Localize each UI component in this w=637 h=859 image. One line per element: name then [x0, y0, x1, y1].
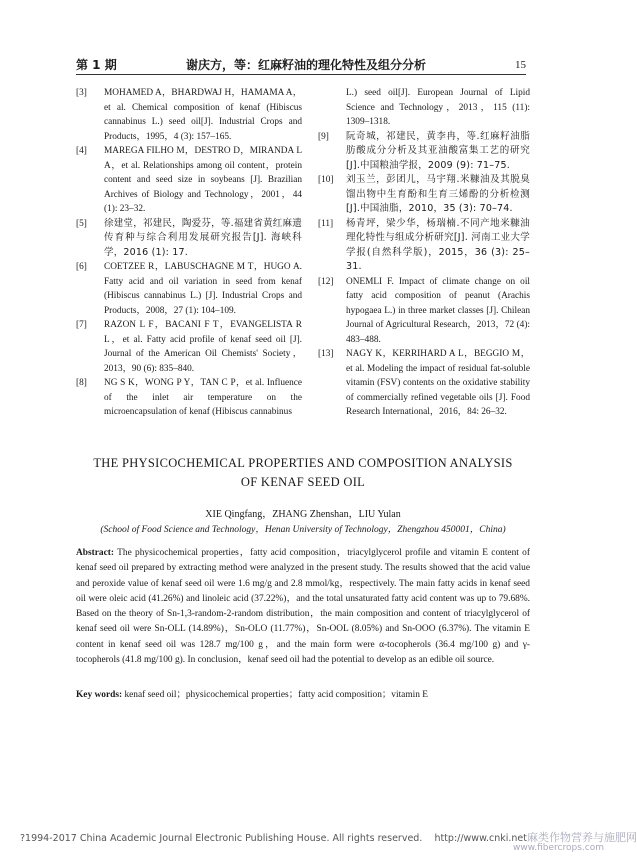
abstract — [76, 546, 530, 668]
reference-text: 杨青坪，梁少华，杨瑞楠.不同产地米糠油理化特性与组成分析研究[J]. 河南工业大学学报(自然科学版)，2015，36 (3): 25–31. — [346, 217, 530, 272]
copyright-notice: ?1994-2017 China Academic Journal Electronic Publishing House. All rights reserved. — [20, 833, 423, 844]
reference-text: NAGY K，KERRIHARD A L，BEGGIO M，et al. Modeling the impact of residual fat-soluble vitamin (FSV) contents on the oxidative stability of commercially refined vegetable oils [J]. Food Research International，2016，84: 26–32. — [346, 349, 530, 417]
reference-number: [6] — [76, 262, 87, 272]
header-rule — [76, 74, 526, 75]
reference-text: NG S K，WONG P Y，TAN C P，et al. Influence of the inlet air temperature on the microencapsulation of kenaf (Hibiscus cannabinus — [104, 378, 302, 417]
reference-text: ONEMLI F. Impact of climate change on oil fatty acid composition of peanut (Arachis hypogaea L.) in three market classes [J]. Chilean Journal of Agricultural Research，2013，72 (4): 483–488. — [346, 276, 530, 345]
keywords-text: kenaf seed oil；physicochemical properties；fatty acid composition；vitamin E — [122, 690, 428, 700]
running-title: 谢庆方，等：红麻籽油的理化特性及组分分析 — [185, 58, 426, 72]
reference-number: [12] — [318, 276, 334, 287]
reference-number: [13] — [318, 349, 334, 359]
affiliation: (School of Food Science and Technology，Henan University of Technology，Zhengzhou 450001，China) — [100, 525, 506, 535]
reference-text: RAZON L F，BACANI F T，EVANGELISTA R L，et al. Fatty acid profile of kenaf seed oil [J]. Journal of the American Oil Chemists' Society，2013，90 (6): 835–840. — [104, 320, 302, 374]
reference-item — [76, 318, 302, 376]
article-title-line-1: THE PHYSICOCHEMICAL PROPERTIES AND COMPOSITION ANALYSIS — [93, 456, 513, 470]
reference-number: [8] — [76, 378, 87, 388]
journal-issue: 第 1 期 — [76, 58, 117, 72]
watermark-url: www.fibercrops.com — [513, 843, 604, 853]
reference-number: [4] — [76, 146, 87, 156]
authors: XIE Qingfang，ZHANG Zhenshan，LIU Yulan — [205, 509, 401, 520]
reference-number: [7] — [76, 320, 87, 330]
cnki-link[interactable]: http://www.cnki.net — [434, 833, 527, 844]
reference-item — [318, 275, 530, 348]
reference-number: [5] — [76, 218, 87, 229]
reference-number: [11] — [318, 218, 334, 229]
watermark-text: 麻类作物营养与施肥网 — [527, 831, 637, 844]
article-title — [76, 454, 530, 492]
reference-text: 阮奇城，祁建民，黄李冉，等.红麻籽油脂肪酸成分分析及其亚油酸富集工艺的研究 [J].中国粮油学报，2009 (9): 71–75. — [346, 130, 530, 171]
reference-number — [318, 86, 346, 130]
abstract-label: Abstract: — [76, 548, 115, 558]
page-number: 15 — [515, 59, 526, 71]
reference-item — [76, 260, 302, 318]
reference-text: COETZEE R，LABUSCHAGNE M T，HUGO A. Fatty acid and oil variation in seed from kenaf (Hibiscus cannabinus L.) [J]. Industrial Crops and Products，2008，27 (1): 104–109. — [104, 262, 302, 316]
reference-item — [76, 86, 302, 144]
reference-number: [3] — [76, 88, 87, 98]
reference-text: L.) seed oil[J]. European Journal of Lipid Science and Technology，2013，115 (11): 1309–1318. — [346, 88, 530, 127]
keywords-label: Key words: — [76, 690, 123, 700]
abstract-text: The physicochemical properties，fatty acid composition，triacylglycerol profile and vitamin E content of kenaf seed oil prepared by extracting method were analyzed in the present study. The results showed that the acid value and peroxide value of kenaf seed oil were 1.6 mg/g and 2.8 mmol/kg，respectively. The main fatty acids in kenaf seed oil were oleic acid (41.26%) and linoleic acid (37.22%)，and the total unsaturated fatty acid content was up to 79.68%. Based on the theory of Sn-1,3-random-2-random distribution，the main composition and content of triacylglycerol of kenaf seed oil were Sn-OLL (14.89%)，Sn-OLO (11.77%)，Sn-OOL (8.05%) and Sn-OOO (6.37%). The vitamin E content in kenaf seed oil was 128.7 mg/100 g，and the main form were α-tocopherols (36.4 mg/100 g) and γ-tocopherols (41.8 mg/100 g). In conclusion，kenaf seed oil had the potential to develop as an edible oil source. — [76, 548, 530, 666]
reference-item — [318, 217, 530, 275]
reference-text: MAREGA FILHO M，DESTRO D，MIRANDA L A，et al. Relationships among oil content，protein content and seed size in soybeans [J]. Brazilian Archives of Biology and Technology，2001，44 (1): 23–32. — [104, 146, 302, 214]
article-title-line-2: OF KENAF SEED OIL — [240, 475, 366, 489]
references-right-column — [318, 86, 530, 420]
reference-text: 徐建堂，祁建民，陶爱芬，等.福建省黄红麻遗传育种与综合利用发展研究报告[J]. 海峡科学，2016 (1): 17. — [104, 217, 302, 258]
reference-item — [318, 347, 530, 420]
reference-item — [76, 217, 302, 261]
reference-text: 刘玉兰，彭团儿，马宇翔.米糠油及其脱臭馏出物中生育酚和生育三烯酚的分析检测[J].中国油脂，2010，35 (3): 70–74. — [346, 174, 530, 214]
reference-item — [318, 173, 530, 217]
references-left-column — [76, 86, 302, 420]
reference-text: MOHAMED A，BHARDWAJ H，HAMAMA A，et al. Chemical composition of kenaf (Hibiscus cannabinus L.) seed oil[J]. Industrial Crops and Products，1995，4 (3): 157–165. — [104, 88, 302, 142]
reference-item — [76, 376, 302, 420]
reference-item — [318, 130, 530, 174]
reference-number: [9] — [318, 131, 329, 142]
reference-number: [10] — [318, 175, 334, 185]
keywords — [76, 686, 530, 700]
reference-item — [318, 86, 530, 130]
reference-item — [76, 144, 302, 217]
